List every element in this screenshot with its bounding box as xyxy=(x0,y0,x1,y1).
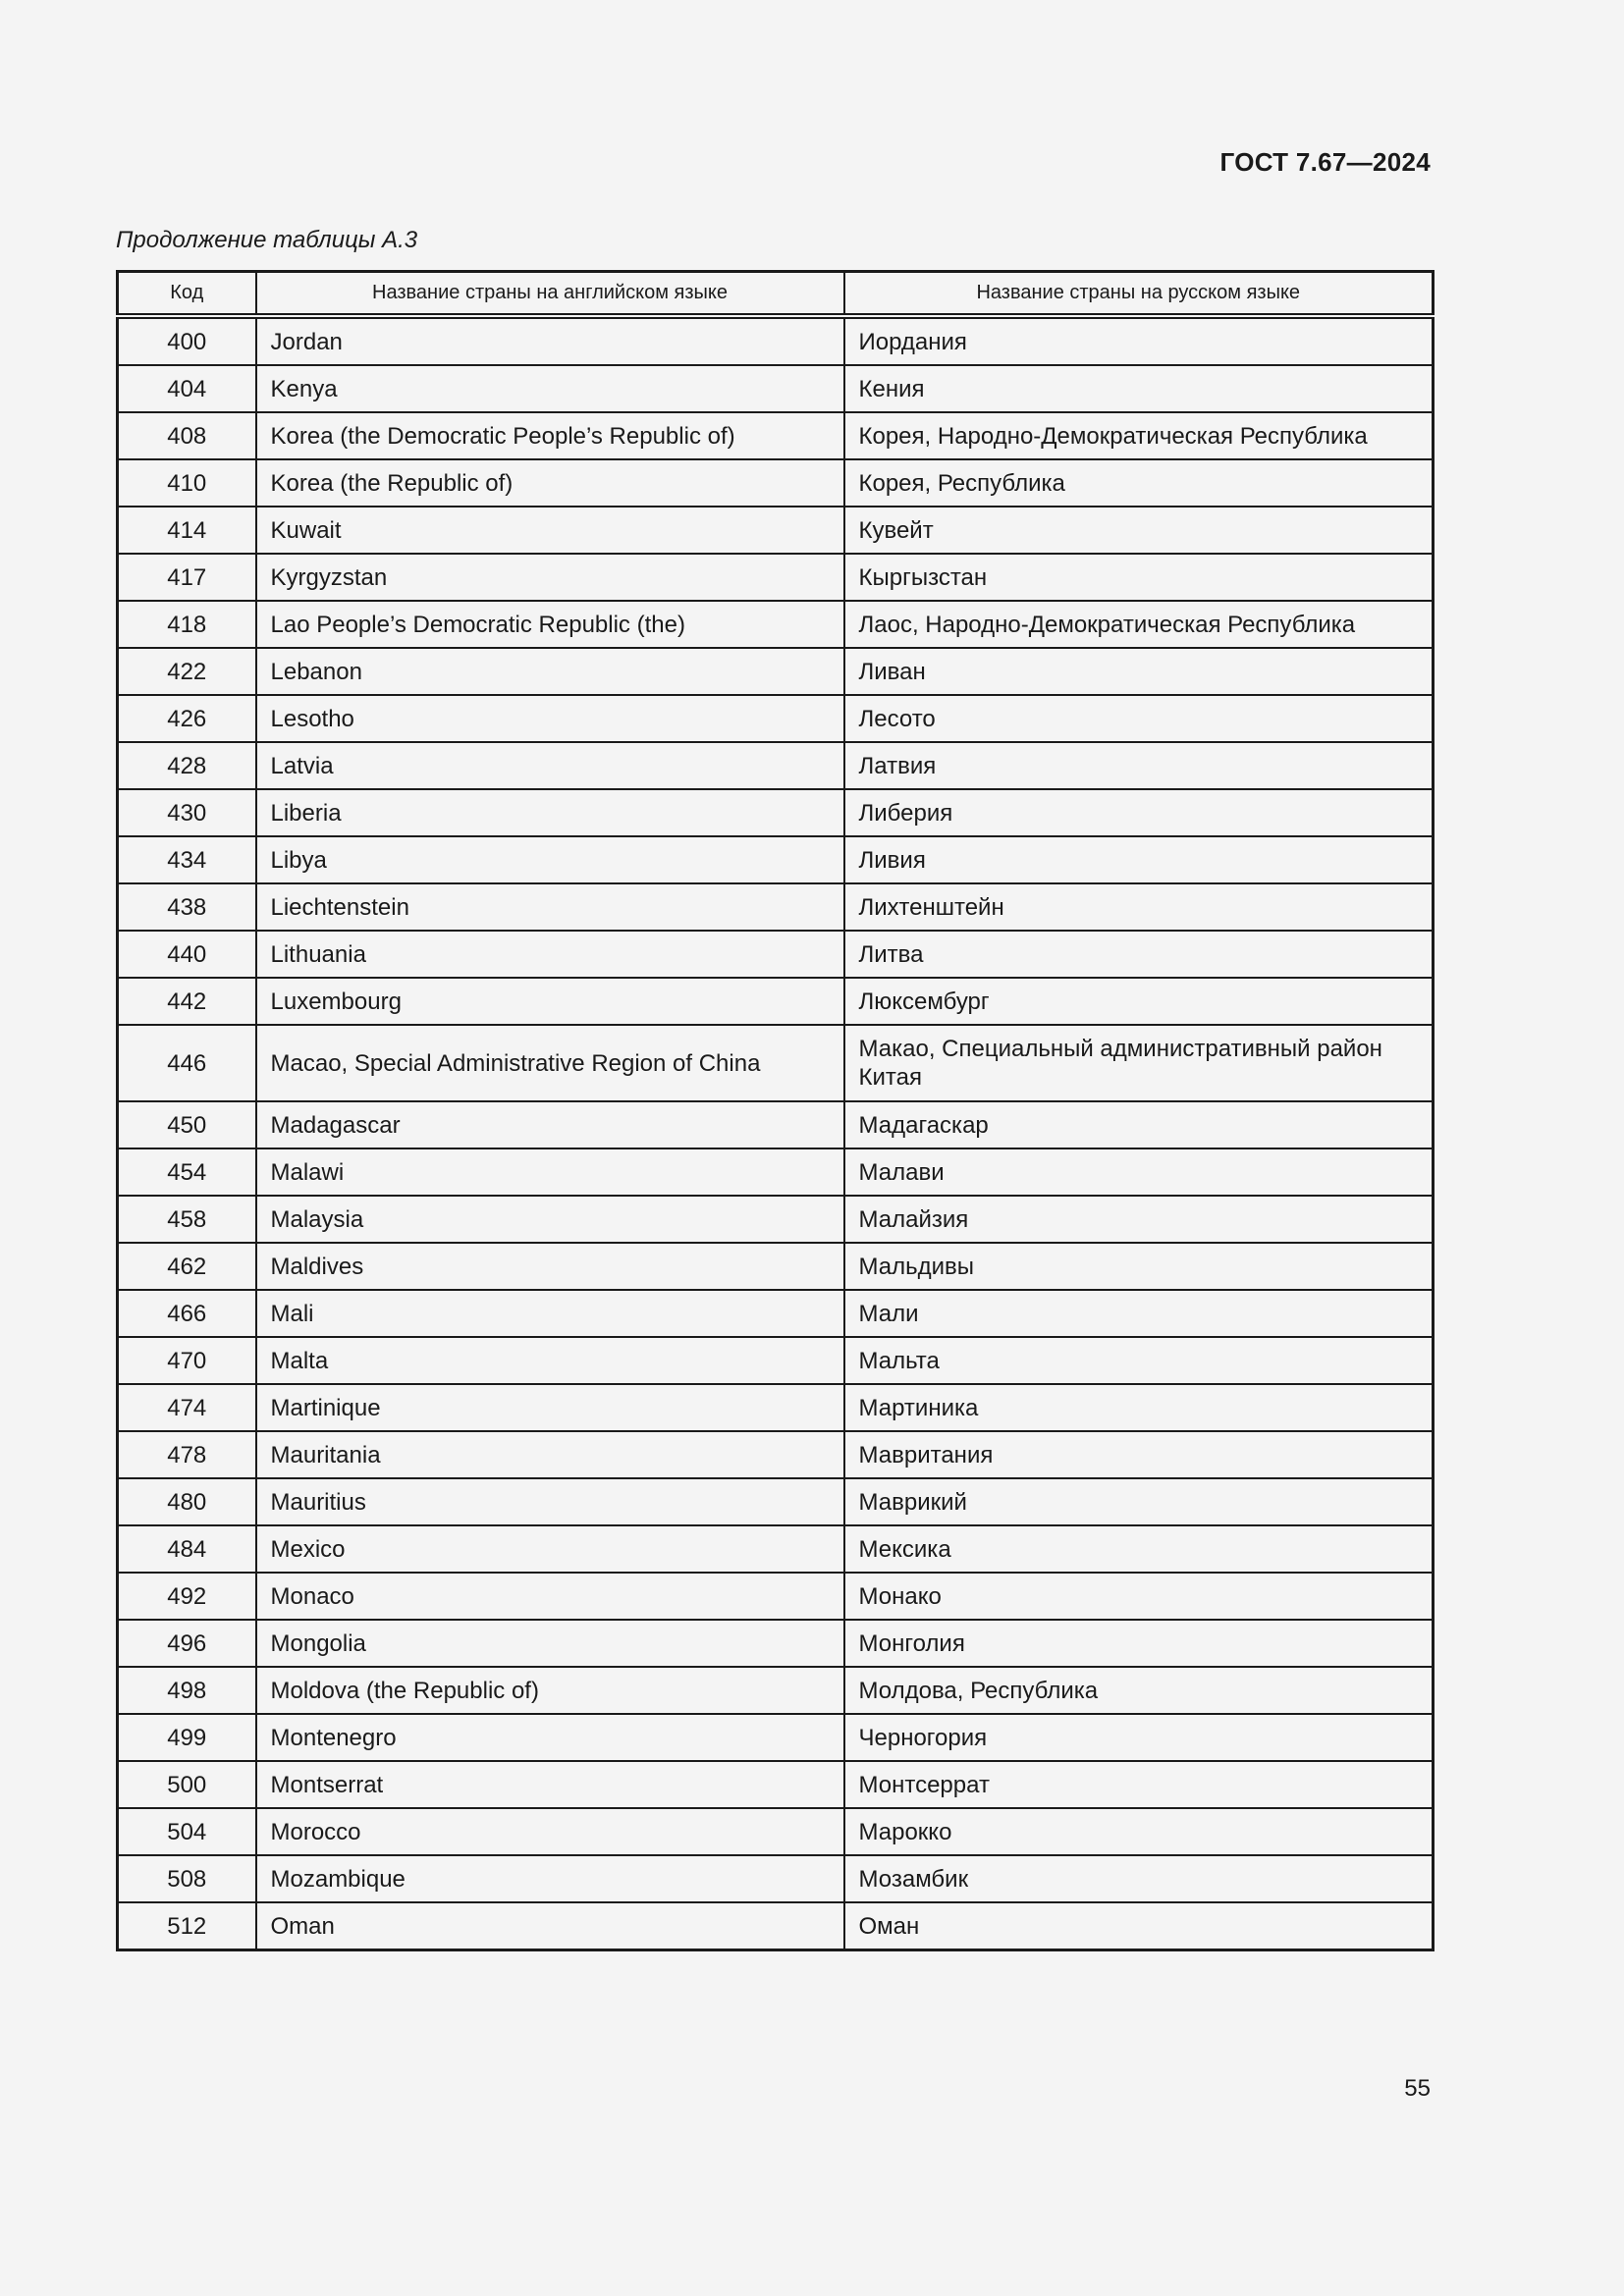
cell-english-name: Malaysia xyxy=(256,1196,844,1243)
cell-russian-name: Либерия xyxy=(844,789,1434,836)
cell-russian-name: Малайзия xyxy=(844,1196,1434,1243)
cell-english-name: Mauritania xyxy=(256,1431,844,1478)
cell-code: 446 xyxy=(118,1025,256,1101)
table-row xyxy=(118,931,1434,978)
table-row xyxy=(118,316,1434,365)
cell-russian-name: Мали xyxy=(844,1290,1434,1337)
table-row xyxy=(118,1384,1434,1431)
table-row xyxy=(118,648,1434,695)
cell-english-name: Mozambique xyxy=(256,1855,844,1902)
cell-english-name: Moldova (the Republic of) xyxy=(256,1667,844,1714)
table-row xyxy=(118,1761,1434,1808)
table-row xyxy=(118,883,1434,931)
cell-english-name: Kyrgyzstan xyxy=(256,554,844,601)
table-row xyxy=(118,1902,1434,1950)
cell-russian-name: Лаос, Народно-Демократическая Республика xyxy=(844,601,1434,648)
cell-russian-name: Люксембург xyxy=(844,978,1434,1025)
table-row xyxy=(118,601,1434,648)
cell-russian-name: Латвия xyxy=(844,742,1434,789)
cell-english-name: Kenya xyxy=(256,365,844,412)
table-row xyxy=(118,1525,1434,1573)
country-codes-table xyxy=(116,270,1435,1951)
cell-russian-name: Мальта xyxy=(844,1337,1434,1384)
cell-russian-name: Оман xyxy=(844,1902,1434,1950)
table-row xyxy=(118,1243,1434,1290)
cell-english-name: Macao, Special Administrative Region of China xyxy=(256,1025,844,1101)
table-row xyxy=(118,365,1434,412)
cell-russian-name: Кыргызстан xyxy=(844,554,1434,601)
header-english-name: Название страны на английском языке xyxy=(256,272,844,317)
cell-english-name: Mauritius xyxy=(256,1478,844,1525)
table-header-row xyxy=(118,272,1434,317)
table-row xyxy=(118,742,1434,789)
cell-english-name: Korea (the Republic of) xyxy=(256,459,844,507)
cell-english-name: Oman xyxy=(256,1902,844,1950)
cell-russian-name: Монако xyxy=(844,1573,1434,1620)
cell-russian-name: Ливан xyxy=(844,648,1434,695)
cell-code: 438 xyxy=(118,883,256,931)
table-row xyxy=(118,1431,1434,1478)
cell-russian-name: Молдова, Республика xyxy=(844,1667,1434,1714)
cell-code: 498 xyxy=(118,1667,256,1714)
table-row xyxy=(118,554,1434,601)
table-row xyxy=(118,1855,1434,1902)
table-row xyxy=(118,1620,1434,1667)
cell-english-name: Madagascar xyxy=(256,1101,844,1148)
table-row xyxy=(118,1337,1434,1384)
cell-russian-name: Монтсеррат xyxy=(844,1761,1434,1808)
cell-russian-name: Малави xyxy=(844,1148,1434,1196)
cell-english-name: Liberia xyxy=(256,789,844,836)
cell-code: 440 xyxy=(118,931,256,978)
cell-code: 478 xyxy=(118,1431,256,1478)
cell-russian-name: Макао, Специальный административный район Китая xyxy=(844,1025,1434,1101)
cell-code: 418 xyxy=(118,601,256,648)
cell-english-name: Malawi xyxy=(256,1148,844,1196)
table-row xyxy=(118,1714,1434,1761)
cell-code: 434 xyxy=(118,836,256,883)
cell-english-name: Lithuania xyxy=(256,931,844,978)
cell-english-name: Lesotho xyxy=(256,695,844,742)
cell-code: 400 xyxy=(118,316,256,365)
cell-code: 496 xyxy=(118,1620,256,1667)
cell-russian-name: Маврикий xyxy=(844,1478,1434,1525)
cell-code: 450 xyxy=(118,1101,256,1148)
document-header: ГОСТ 7.67—2024 xyxy=(1219,147,1431,177)
table-row xyxy=(118,1148,1434,1196)
cell-code: 480 xyxy=(118,1478,256,1525)
cell-russian-name: Корея, Республика xyxy=(844,459,1434,507)
cell-code: 426 xyxy=(118,695,256,742)
cell-code: 458 xyxy=(118,1196,256,1243)
cell-code: 422 xyxy=(118,648,256,695)
cell-russian-name: Марокко xyxy=(844,1808,1434,1855)
cell-russian-name: Мадагаскар xyxy=(844,1101,1434,1148)
cell-code: 462 xyxy=(118,1243,256,1290)
cell-code: 410 xyxy=(118,459,256,507)
cell-code: 428 xyxy=(118,742,256,789)
cell-russian-name: Мексика xyxy=(844,1525,1434,1573)
table-row xyxy=(118,459,1434,507)
cell-english-name: Martinique xyxy=(256,1384,844,1431)
table-row xyxy=(118,507,1434,554)
cell-english-name: Malta xyxy=(256,1337,844,1384)
cell-russian-name: Черногория xyxy=(844,1714,1434,1761)
cell-english-name: Montserrat xyxy=(256,1761,844,1808)
cell-russian-name: Монголия xyxy=(844,1620,1434,1667)
cell-code: 484 xyxy=(118,1525,256,1573)
cell-english-name: Monaco xyxy=(256,1573,844,1620)
table-row xyxy=(118,1101,1434,1148)
cell-english-name: Lao People’s Democratic Republic (the) xyxy=(256,601,844,648)
cell-russian-name: Лихтенштейн xyxy=(844,883,1434,931)
table-row xyxy=(118,836,1434,883)
cell-russian-name: Кувейт xyxy=(844,507,1434,554)
header-russian-name: Название страны на русском языке xyxy=(844,272,1434,317)
table-row xyxy=(118,1478,1434,1525)
cell-russian-name: Лесото xyxy=(844,695,1434,742)
cell-code: 500 xyxy=(118,1761,256,1808)
cell-russian-name: Мальдивы xyxy=(844,1243,1434,1290)
cell-russian-name: Мавритания xyxy=(844,1431,1434,1478)
cell-english-name: Mongolia xyxy=(256,1620,844,1667)
cell-russian-name: Корея, Народно-Демократическая Республика xyxy=(844,412,1434,459)
cell-russian-name: Мозамбик xyxy=(844,1855,1434,1902)
cell-code: 508 xyxy=(118,1855,256,1902)
cell-english-name: Luxembourg xyxy=(256,978,844,1025)
cell-russian-name: Мартиника xyxy=(844,1384,1434,1431)
cell-english-name: Korea (the Democratic People’s Republic of) xyxy=(256,412,844,459)
cell-code: 474 xyxy=(118,1384,256,1431)
table-row xyxy=(118,1025,1434,1101)
cell-code: 454 xyxy=(118,1148,256,1196)
table-row xyxy=(118,1808,1434,1855)
table-row xyxy=(118,695,1434,742)
cell-russian-name: Ливия xyxy=(844,836,1434,883)
cell-code: 504 xyxy=(118,1808,256,1855)
header-code: Код xyxy=(118,272,256,317)
cell-english-name: Jordan xyxy=(256,316,844,365)
cell-code: 430 xyxy=(118,789,256,836)
cell-code: 408 xyxy=(118,412,256,459)
cell-code: 492 xyxy=(118,1573,256,1620)
cell-russian-name: Кения xyxy=(844,365,1434,412)
table-row xyxy=(118,1667,1434,1714)
table-row xyxy=(118,1290,1434,1337)
cell-code: 466 xyxy=(118,1290,256,1337)
cell-english-name: Libya xyxy=(256,836,844,883)
cell-english-name: Maldives xyxy=(256,1243,844,1290)
cell-code: 499 xyxy=(118,1714,256,1761)
table-row xyxy=(118,789,1434,836)
cell-english-name: Lebanon xyxy=(256,648,844,695)
cell-english-name: Kuwait xyxy=(256,507,844,554)
cell-code: 414 xyxy=(118,507,256,554)
cell-english-name: Mali xyxy=(256,1290,844,1337)
cell-russian-name: Литва xyxy=(844,931,1434,978)
cell-code: 417 xyxy=(118,554,256,601)
table-row xyxy=(118,1573,1434,1620)
cell-code: 442 xyxy=(118,978,256,1025)
cell-code: 404 xyxy=(118,365,256,412)
cell-english-name: Mexico xyxy=(256,1525,844,1573)
cell-code: 470 xyxy=(118,1337,256,1384)
table-row xyxy=(118,412,1434,459)
cell-english-name: Montenegro xyxy=(256,1714,844,1761)
cell-english-name: Morocco xyxy=(256,1808,844,1855)
table-row xyxy=(118,1196,1434,1243)
table-caption: Продолжение таблицы А.3 xyxy=(116,227,418,253)
table-row xyxy=(118,978,1434,1025)
page-number: 55 xyxy=(1404,2075,1431,2102)
cell-english-name: Latvia xyxy=(256,742,844,789)
cell-code: 512 xyxy=(118,1902,256,1950)
cell-russian-name: Иордания xyxy=(844,316,1434,365)
cell-english-name: Liechtenstein xyxy=(256,883,844,931)
